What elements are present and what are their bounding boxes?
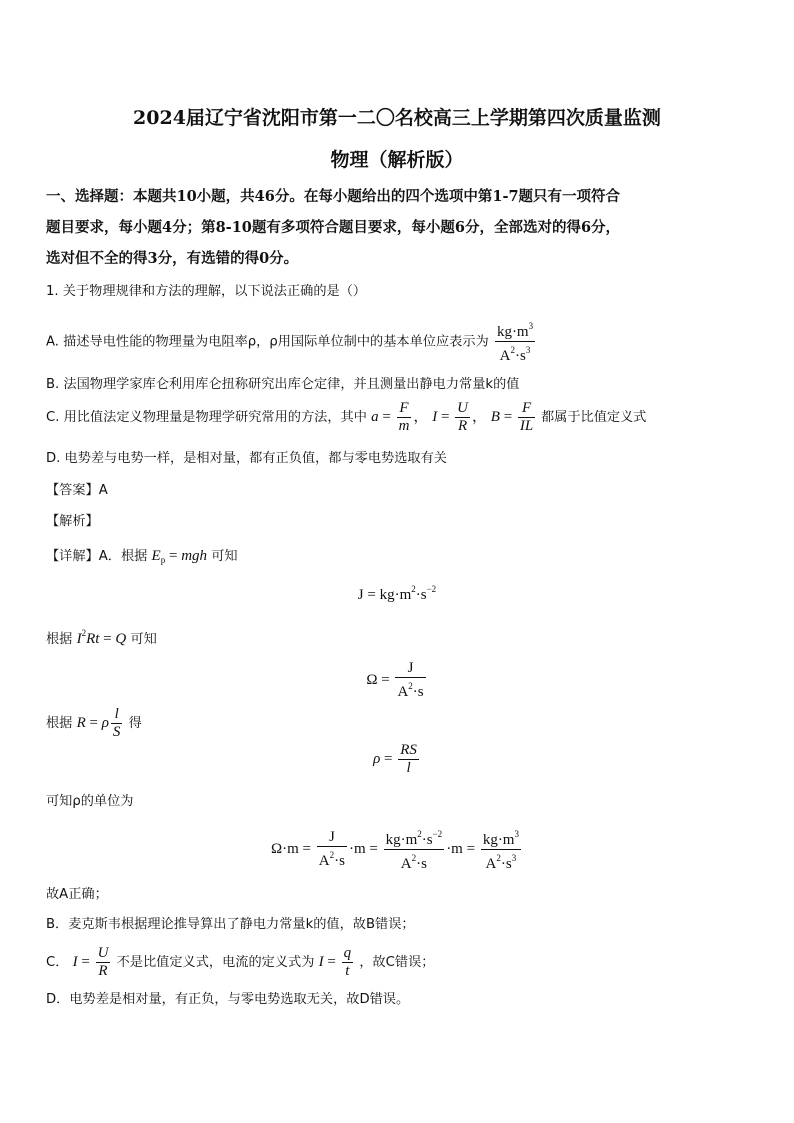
energy-formula: $E_p$ = mgh bbox=[151, 548, 208, 565]
option-a-unit-fraction: $\frac{kg\cdot m^3}{A^2\cdot s^3}$ bbox=[495, 318, 535, 365]
section-heading-line-3: 选对但不全的得3分，有选错的得0分。 bbox=[46, 250, 299, 267]
equation-joule: $J = kg\cdot m^2\cdot s^{-2}$ bbox=[357, 584, 437, 603]
d-explanation: D．电势差是相对量，有正负，与零电势选取无关，故D错误。 bbox=[46, 992, 410, 1007]
line-b-prefix: 根据 bbox=[46, 632, 73, 647]
option-b: B. 法国物理学家库仑利用库仑扭称研究出库仑定律，并且测量出静电力常量k的值 bbox=[46, 377, 520, 392]
analysis-label: 【解析】 bbox=[46, 514, 99, 529]
section-heading-line-2: 题目要求，每小题4分；第8-10题有多项符合题目要求，每小题6分，全部选对的得6分， bbox=[46, 219, 621, 236]
line-c-suffix: 得 bbox=[128, 715, 142, 731]
detail-line-d: 可知ρ的单位为 bbox=[46, 794, 134, 809]
document-title: 2024届辽宁省沈阳市第一二〇名校高三上学期第四次质量监测 bbox=[133, 107, 661, 129]
document-subtitle: 物理（解析版） bbox=[330, 149, 464, 171]
equation-unit-chain: Ω·m = $\frac{J}{A^2\cdot s}$ ·m = $\frac{kg\cdot m^2\cdot s^{-2}}{A^2\cdot s}$ ·m = $\frac{kg\cdot m^3}{A^2\cdot s^3}$ bbox=[0, 826, 794, 873]
equation-resistivity: ρ = $\frac{RS}{l}$ bbox=[373, 742, 417, 776]
equation-ohm: Ω = $\frac{J}{A^2\cdot s}$ bbox=[366, 660, 424, 700]
resistance-formula: R = ρ $\frac{l}{S}$ bbox=[76, 706, 121, 740]
current-definition-formula: I = $\frac{q}{t}$ bbox=[318, 945, 352, 979]
c-middle: 不是比值定义式，电流的定义式为 bbox=[116, 954, 315, 970]
joule-heat-formula: $I^2Rt = Q$ bbox=[76, 628, 127, 647]
b-explanation: B．麦克斯韦根据理论推导算出了静电力常量k的值，故B错误； bbox=[46, 917, 415, 932]
option-c-suffix: 都属于比值定义式 bbox=[541, 409, 647, 425]
c-explanation bbox=[46, 945, 434, 980]
ohm-law-formula: I = $\frac{U}{R}$ bbox=[72, 945, 109, 979]
detail-suffix: 可知 bbox=[211, 549, 238, 564]
option-c bbox=[46, 400, 647, 435]
detail-line-b bbox=[46, 628, 157, 648]
option-a bbox=[46, 318, 537, 365]
option-a-text: A. 描述导电性能的物理量为电阻率ρ，ρ用国际单位制中的基本单位应表示为 bbox=[46, 334, 489, 350]
line-b-suffix: 可知 bbox=[130, 632, 157, 647]
option-c-formulas: a = $\frac{F}{m}$ ， I = $\frac{U}{R}$ ， B = $\frac{F}{IL}$ bbox=[371, 400, 534, 434]
option-c-text: C. 用比值法定义物理量是物理学研究常用的方法，其中 bbox=[46, 409, 367, 425]
option-d: D. 电势差与电势一样，是相对量，都有正负值，都与零电势选取有关 bbox=[46, 451, 447, 466]
section-heading-line-1: 一、选择题：本题共10小题，共46分。在每小题给出的四个选项中第1-7题只有一项符合 bbox=[46, 188, 621, 205]
detail-line-c bbox=[46, 706, 142, 741]
c-suffix: ，故C错误； bbox=[359, 954, 435, 970]
question-1-stem: 1. 关于物理规律和方法的理解，以下说法正确的是（） bbox=[46, 284, 367, 299]
a-correct: 故A正确； bbox=[46, 887, 108, 902]
c-prefix: C． bbox=[46, 954, 69, 970]
line-c-prefix: 根据 bbox=[46, 715, 73, 731]
detail-prefix: 【详解】A．根据 bbox=[46, 549, 148, 564]
detail-line-a bbox=[46, 545, 238, 565]
answer-label: 【答案】A bbox=[46, 483, 108, 498]
